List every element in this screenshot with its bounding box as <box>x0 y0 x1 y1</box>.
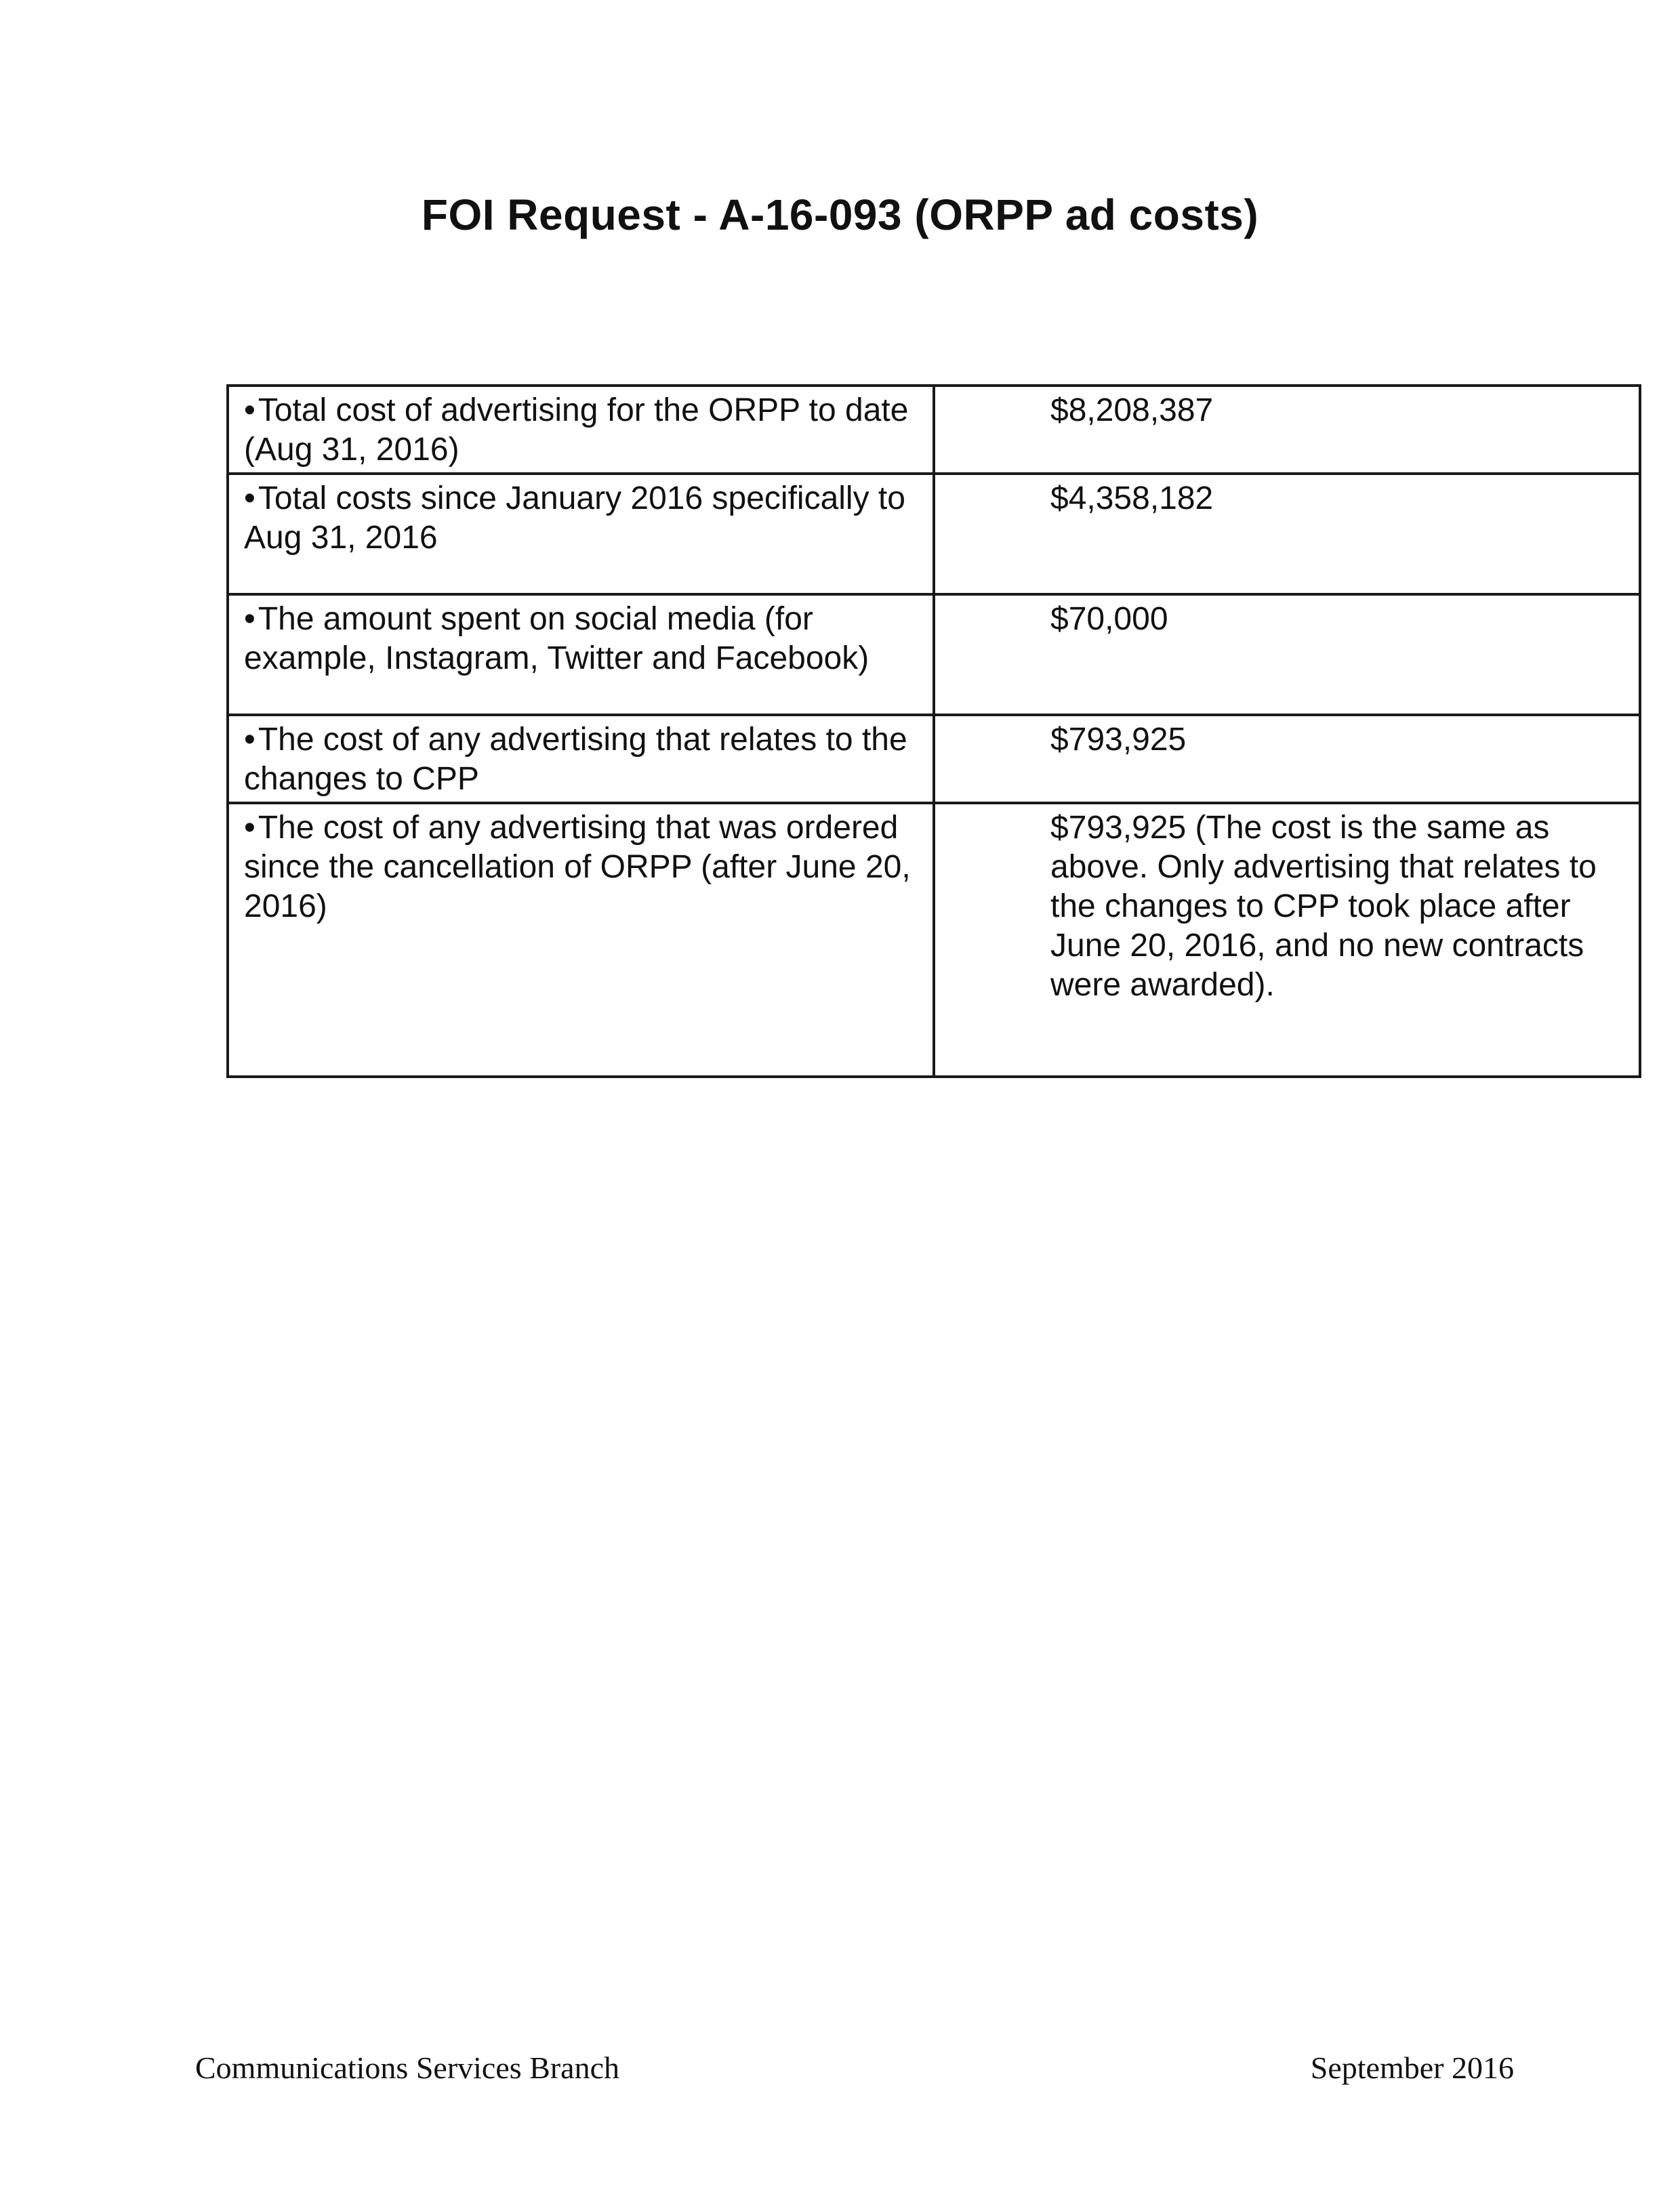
bullet: • <box>244 392 255 428</box>
item-text: Total cost of advertising for the ORPP to date (Aug 31, 2016) <box>244 392 909 468</box>
table-row <box>228 594 1640 715</box>
item-cell <box>228 715 934 803</box>
item-cell <box>228 386 934 474</box>
bullet: • <box>244 810 255 846</box>
amount-cell <box>934 715 1640 803</box>
amount-cell <box>934 386 1640 474</box>
document-title: FOI Request - A-16-093 (ORPP ad costs) <box>421 190 1259 239</box>
item-cell <box>228 474 934 594</box>
table-row <box>228 803 1640 1077</box>
amount-text: $793,925 (The cost is the same as above. Only advertising that relates to the changes to CPP took place after June 20, 2016, and no new contracts were awarded). <box>1050 810 1597 1003</box>
item-text: The cost of any advertising that was ordered since the cancellation of ORPP (after June 20, 2016) <box>244 810 911 924</box>
amount-text: $793,925 <box>1050 722 1187 758</box>
bullet: • <box>244 601 255 637</box>
item-cell <box>228 594 934 715</box>
amount-cell <box>934 474 1640 594</box>
advertising-cost-table <box>226 384 1641 1078</box>
amount-text: $4,358,182 <box>1050 480 1214 516</box>
footer-date: September 2016 <box>1310 2050 1514 2085</box>
bullet: • <box>244 722 255 758</box>
table-row <box>228 386 1640 474</box>
item-text: The cost of any advertising that relates to the changes to CPP <box>244 722 907 797</box>
item-cell <box>228 803 934 1077</box>
item-text: The amount spent on social media (for example, Instagram, Twitter and Facebook) <box>244 601 869 676</box>
amount-cell <box>934 594 1640 715</box>
amount-text: $70,000 <box>1050 601 1168 637</box>
amount-cell <box>934 803 1640 1077</box>
amount-text: $8,208,387 <box>1050 392 1214 428</box>
footer-branch: Communications Services Branch <box>195 2050 619 2085</box>
item-text: Total costs since January 2016 specifically to Aug 31, 2016 <box>244 480 905 556</box>
table-row <box>228 715 1640 803</box>
bullet: • <box>244 480 255 516</box>
table-row <box>228 474 1640 594</box>
